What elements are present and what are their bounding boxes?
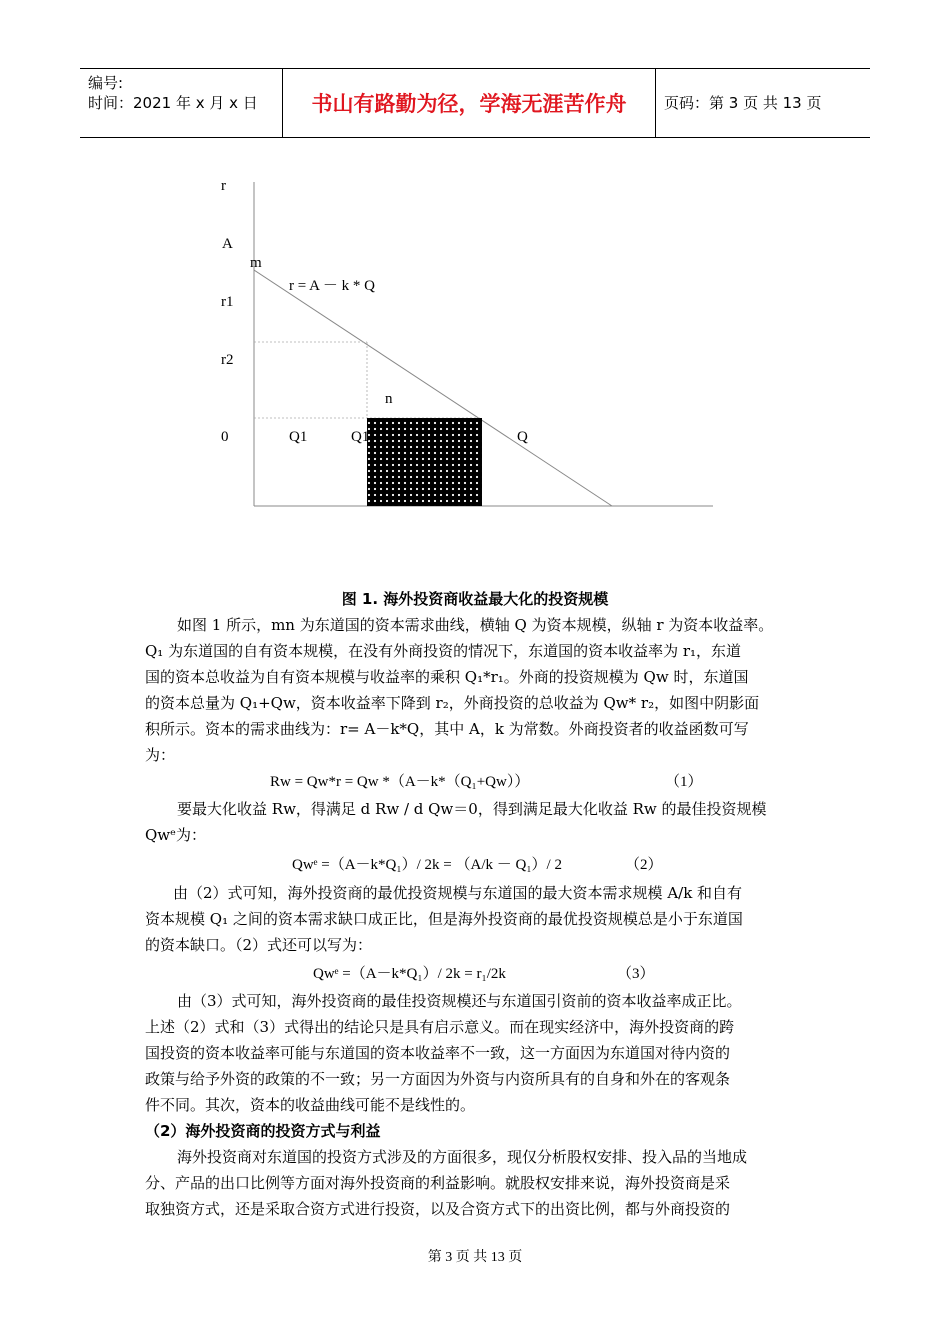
axis-label-r1: r1 [221, 294, 234, 310]
axis-label-r: r [221, 178, 226, 194]
header-motto: 书山有路勤为径，学海无涯苦作舟 [282, 69, 656, 137]
figure-caption: 图 1. 海外投资商收益最大化的投资规模 [341, 590, 609, 608]
text-line: 为： [145, 746, 176, 764]
axis-label-q1-second: Q1 [351, 429, 370, 445]
axis-label-q1: Q1 [289, 429, 308, 445]
text-line: 由（2）式可知，海外投资商的最优投资规模与东道国的最大资本需求规模 A/k 和自有 [173, 884, 743, 902]
text-line: 取独资方式，还是采取合资方式进行投资，以及合资方式下的出资比例，都与外商投资的 [145, 1200, 731, 1218]
paragraph-3 [145, 880, 823, 958]
text-line: 由（3）式可知，海外投资商的最佳投资规模还与东道国引资前的资本收益率成正比。 [177, 992, 742, 1010]
paragraph-2 [145, 796, 823, 848]
point-label-m: m [250, 255, 262, 271]
curve-equation: r = A － k * Q [289, 278, 375, 294]
text-line: Qwᵉ为： [145, 826, 206, 844]
text-line: 的资本缺口。（2）式还可以写为： [145, 936, 373, 954]
text-line: 政策与给予外资的政策的不一致；另一方面因为外资与内资所具有的自身和外在的客观条 [145, 1070, 731, 1088]
text-line: 资本规模 Q₁ 之间的资本需求缺口成正比，但是海外投资商的最优投资规模总是小于东道国 [145, 910, 743, 928]
text-line: 要最大化收益 Rw，得满足 d Rw / d Qw＝0，得到满足最大化收益 Rw 的最佳投资规模 [177, 800, 767, 818]
point-label-n: n [385, 391, 393, 407]
equation-3-number: （3） [617, 966, 655, 982]
axis-label-A: A [222, 236, 233, 252]
investment-diagram [0, 0, 950, 560]
text-line: 的资本总量为 Q₁+Qw，资本收益率下降到 r₂，外商投资的总收益为 Qw* r₂，如图中阴影面 [145, 694, 760, 712]
equation-2-number: （2） [625, 857, 663, 873]
text-line: 国的资本总收益为自有资本规模与收益率的乘积 Q₁*r₁。外商的投资规模为 Qw 时，东道国 [145, 668, 749, 686]
paragraph-4 [145, 988, 823, 1118]
axis-label-r2: r2 [221, 352, 234, 368]
text-line: 海外投资商对东道国的投资方式涉及的方面很多，现仅分析股权安排、投入品的当地成 [177, 1148, 748, 1166]
paragraph-5 [145, 1144, 823, 1222]
equation-1-number: （1） [665, 774, 703, 790]
page-footer: 第 3 页 共 13 页 [427, 1250, 523, 1265]
text-line: 如图 1 所示，mn 为东道国的资本需求曲线，横轴 Q 为资本规模，纵轴 r 为资本收益率。 [177, 616, 774, 634]
text-line: 国投资的资本收益率可能与东道国的资本收益率不一致，这一方面因为东道国对待内资的 [145, 1044, 731, 1062]
text-line: 上述（2）式和（3）式得出的结论只是具有启示意义。而在现实经济中，海外投资商的跨 [145, 1018, 735, 1036]
section-heading: （2）海外投资商的投资方式与利益 [145, 1122, 381, 1140]
equation-3: Qwᵉ =（A－k*Q₁）/ 2k = r₁/2k [313, 966, 506, 982]
paragraph-1 [145, 612, 823, 768]
text-line: Q₁ 为东道国的自有资本规模，在没有外商投资的情况下，东道国的资本收益率为 r₁，东道 [145, 642, 742, 660]
equation-2: Qwᵉ =（A－k*Q₁）/ 2k = （A/k － Q₁）/ 2 [292, 857, 562, 873]
text-line: 件不同。其次，资本的收益曲线可能不是线性的。 [145, 1096, 476, 1114]
text-line: 积所示。资本的需求曲线为：r= A－k*Q，其中 A，k 为常数。外商投资者的收益函数可写 [145, 720, 749, 738]
header-time: 时间：2021 年 x 月 x 日 [88, 94, 258, 112]
header-page-code: 页码：第 3 页 共 13 页 [664, 94, 822, 112]
axis-label-q: Q [517, 429, 528, 445]
text-line: 分、产品的出口比例等方面对海外投资商的利益影响。就股权安排来说，海外投资商是采 [145, 1174, 731, 1192]
equation-1: Rw = Qw*r = Qw *（A－k*（Q₁+Qw）） [270, 774, 530, 790]
origin-label: 0 [221, 429, 229, 445]
shaded-return-area [367, 418, 482, 506]
header-number: 编号: [88, 74, 124, 92]
